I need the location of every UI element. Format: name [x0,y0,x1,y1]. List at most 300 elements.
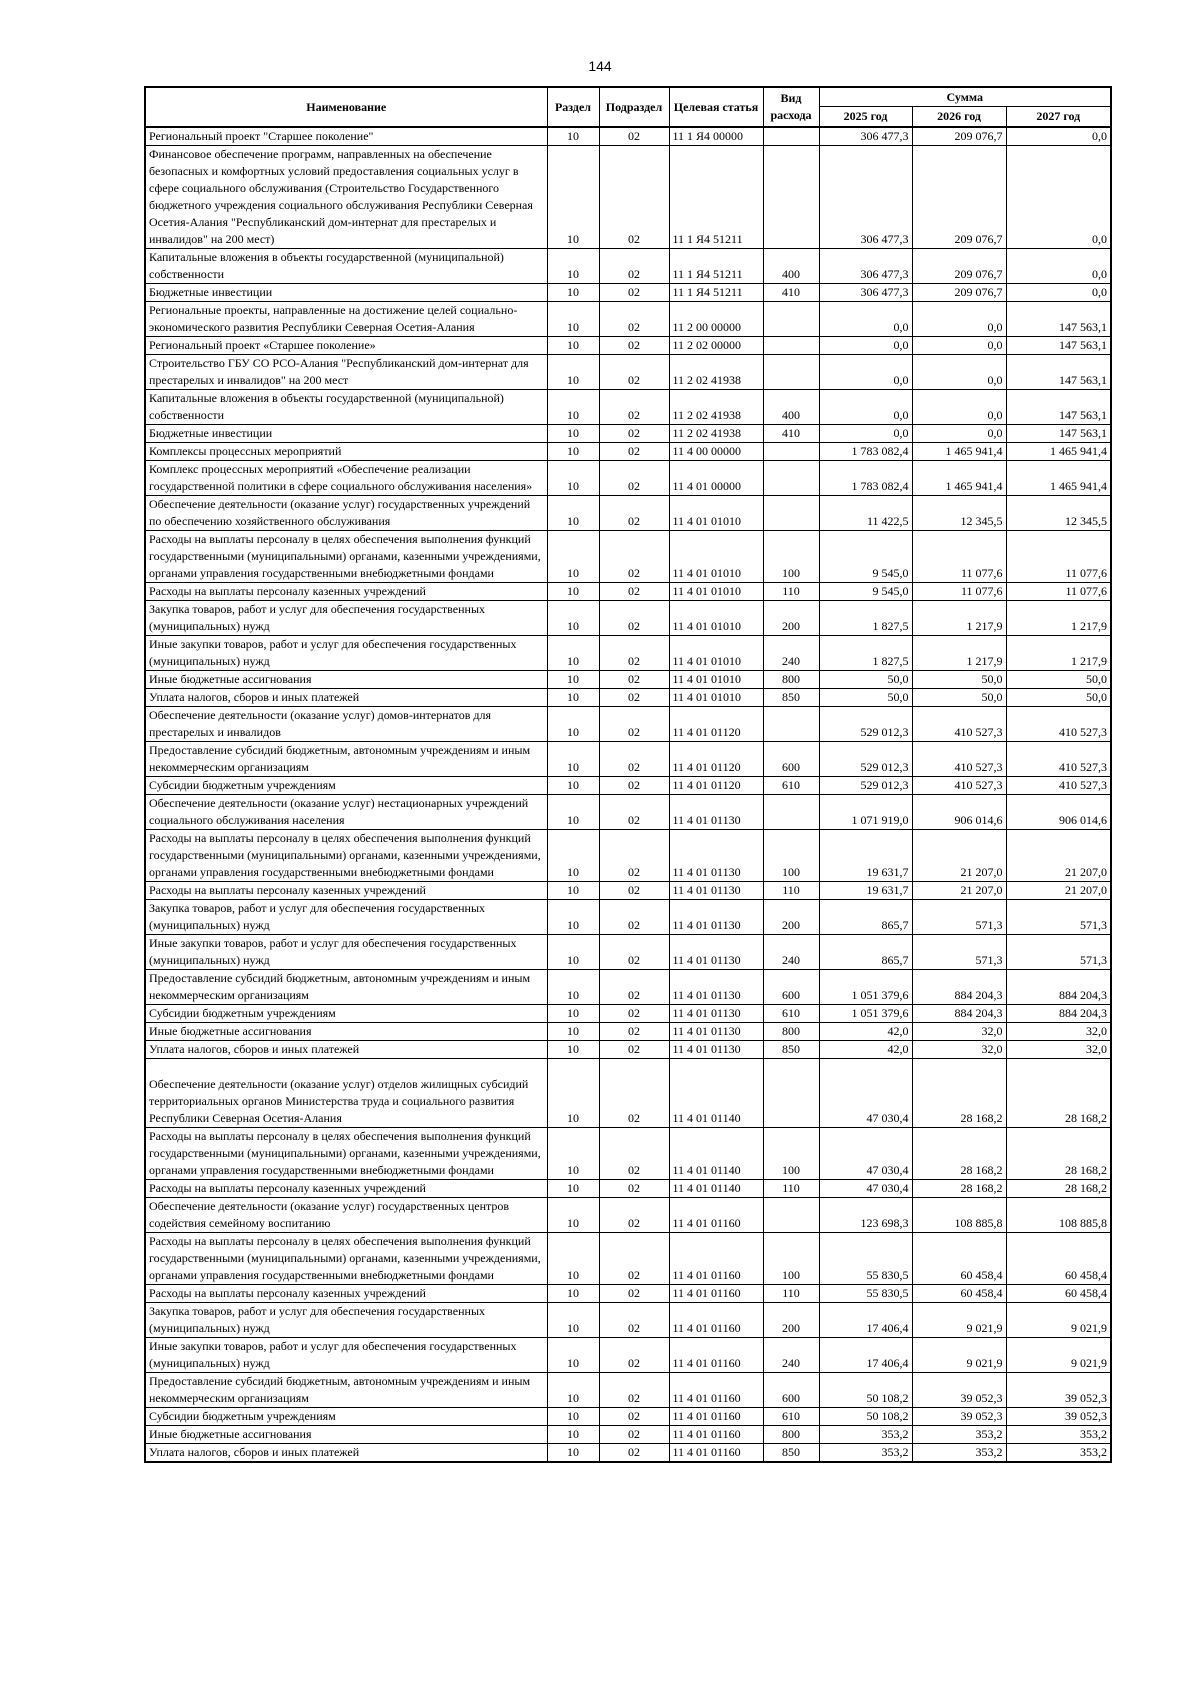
row-sum-2025: 0,0 [819,302,912,337]
budget-table [144,86,1112,1463]
row-sum-2026: 0,0 [912,302,1006,337]
row-celevaya-statya: 11 4 01 01140 [669,1180,763,1198]
row-podrazdel: 02 [599,390,669,425]
row-celevaya-statya: 11 4 01 01130 [669,970,763,1005]
table-row [145,1180,1111,1198]
row-razdel: 10 [547,601,599,636]
row-vid-rashoda: 200 [763,1303,819,1338]
row-vid-rashoda: 240 [763,935,819,970]
row-vid-rashoda: 600 [763,742,819,777]
row-name: Закупка товаров, работ и услуг для обеспечения государственных (муниципальных) нужд [145,601,547,636]
table-row [145,777,1111,795]
row-sum-2027: 571,3 [1006,900,1111,935]
row-celevaya-statya: 11 4 01 01010 [669,636,763,671]
row-sum-2027: 11 077,6 [1006,583,1111,601]
row-sum-2026: 1 217,9 [912,636,1006,671]
row-sum-2025: 42,0 [819,1041,912,1059]
row-vid-rashoda: 110 [763,1180,819,1198]
table-row [145,1444,1111,1463]
row-razdel: 10 [547,1198,599,1233]
table-row [145,1408,1111,1426]
row-sum-2025: 0,0 [819,425,912,443]
table-row [145,146,1111,249]
row-sum-2026: 28 168,2 [912,1128,1006,1180]
row-podrazdel: 02 [599,496,669,531]
row-razdel: 10 [547,531,599,583]
row-podrazdel: 02 [599,777,669,795]
row-name: Бюджетные инвестиции [145,284,547,302]
row-sum-2027: 1 465 941,4 [1006,443,1111,461]
row-sum-2026: 21 207,0 [912,830,1006,882]
row-sum-2025: 11 422,5 [819,496,912,531]
row-sum-2027: 147 563,1 [1006,425,1111,443]
row-sum-2025: 47 030,4 [819,1059,912,1128]
row-sum-2026: 28 168,2 [912,1059,1006,1128]
row-name: Закупка товаров, работ и услуг для обеспечения государственных (муниципальных) нужд [145,1303,547,1338]
row-podrazdel: 02 [599,689,669,707]
row-vid-rashoda: 100 [763,830,819,882]
row-razdel: 10 [547,443,599,461]
row-sum-2026: 1 465 941,4 [912,443,1006,461]
row-celevaya-statya: 11 4 01 01120 [669,742,763,777]
table-row [145,1303,1111,1338]
row-vid-rashoda [763,355,819,390]
row-podrazdel: 02 [599,900,669,935]
row-celevaya-statya: 11 2 02 00000 [669,337,763,355]
row-sum-2025: 47 030,4 [819,1180,912,1198]
row-vid-rashoda [763,337,819,355]
row-sum-2027: 571,3 [1006,935,1111,970]
row-sum-2025: 55 830,5 [819,1285,912,1303]
row-vid-rashoda: 100 [763,1233,819,1285]
row-sum-2026: 0,0 [912,355,1006,390]
row-razdel: 10 [547,671,599,689]
row-podrazdel: 02 [599,531,669,583]
table-body [145,127,1111,1462]
row-vid-rashoda: 240 [763,1338,819,1373]
header-year-2025: 2025 год [819,107,912,128]
row-sum-2025: 50,0 [819,689,912,707]
row-razdel: 10 [547,742,599,777]
row-sum-2025: 1 051 379,6 [819,970,912,1005]
row-sum-2027: 60 458,4 [1006,1285,1111,1303]
row-podrazdel: 02 [599,1338,669,1373]
row-podrazdel: 02 [599,601,669,636]
row-podrazdel: 02 [599,1059,669,1128]
header-summa: Сумма [819,87,1111,107]
row-vid-rashoda: 800 [763,1426,819,1444]
row-vid-rashoda [763,1059,819,1128]
row-sum-2027: 353,2 [1006,1444,1111,1463]
row-sum-2025: 1 071 919,0 [819,795,912,830]
row-vid-rashoda: 850 [763,1444,819,1463]
row-sum-2027: 32,0 [1006,1023,1111,1041]
row-name: Региональные проекты, направленные на достижение целей социально-экономического развития Республики Северная Осетия-Алания [145,302,547,337]
row-sum-2027: 410 527,3 [1006,742,1111,777]
row-name: Иные закупки товаров, работ и услуг для обеспечения государственных (муниципальных) нужд [145,636,547,671]
row-sum-2025: 9 545,0 [819,531,912,583]
row-podrazdel: 02 [599,1426,669,1444]
row-podrazdel: 02 [599,795,669,830]
row-podrazdel: 02 [599,742,669,777]
row-name: Предоставление субсидий бюджетным, автономным учреждениям и иным некоммерческим организациям [145,1373,547,1408]
row-celevaya-statya: 11 4 01 01160 [669,1373,763,1408]
row-celevaya-statya: 11 2 02 41938 [669,425,763,443]
row-vid-rashoda [763,146,819,249]
row-sum-2025: 1 783 082,4 [819,443,912,461]
row-name: Закупка товаров, работ и услуг для обеспечения государственных (муниципальных) нужд [145,900,547,935]
row-sum-2027: 147 563,1 [1006,355,1111,390]
row-razdel: 10 [547,337,599,355]
row-vid-rashoda: 200 [763,601,819,636]
row-name: Расходы на выплаты персоналу казенных учреждений [145,583,547,601]
row-vid-rashoda: 400 [763,390,819,425]
row-razdel: 10 [547,1285,599,1303]
table-header [145,87,1111,127]
row-sum-2027: 28 168,2 [1006,1059,1111,1128]
row-name: Обеспечение деятельности (оказание услуг) государственных центров содействия семейному воспитанию [145,1198,547,1233]
row-razdel: 10 [547,1128,599,1180]
row-podrazdel: 02 [599,443,669,461]
row-celevaya-statya: 11 4 01 01160 [669,1198,763,1233]
row-sum-2026: 353,2 [912,1426,1006,1444]
row-podrazdel: 02 [599,337,669,355]
row-name: Региональный проект «Старшее поколение» [145,337,547,355]
row-vid-rashoda [763,443,819,461]
row-razdel: 10 [547,1303,599,1338]
row-sum-2026: 39 052,3 [912,1408,1006,1426]
row-sum-2026: 0,0 [912,425,1006,443]
row-podrazdel: 02 [599,1041,669,1059]
table-row [145,795,1111,830]
row-razdel: 10 [547,355,599,390]
table-row [145,601,1111,636]
row-sum-2026: 571,3 [912,900,1006,935]
row-sum-2026: 884 204,3 [912,970,1006,1005]
table-row [145,425,1111,443]
row-podrazdel: 02 [599,1373,669,1408]
row-podrazdel: 02 [599,1408,669,1426]
row-vid-rashoda: 610 [763,1408,819,1426]
row-sum-2027: 0,0 [1006,249,1111,284]
row-razdel: 10 [547,127,599,146]
row-celevaya-statya: 11 1 Я4 51211 [669,249,763,284]
row-sum-2026: 209 076,7 [912,249,1006,284]
header-name: Наименование [145,87,547,127]
row-vid-rashoda [763,795,819,830]
row-podrazdel: 02 [599,583,669,601]
row-sum-2026: 21 207,0 [912,882,1006,900]
table-row [145,900,1111,935]
row-razdel: 10 [547,636,599,671]
row-vid-rashoda: 110 [763,583,819,601]
table-row [145,337,1111,355]
row-vid-rashoda: 410 [763,284,819,302]
row-razdel: 10 [547,1373,599,1408]
row-sum-2026: 906 014,6 [912,795,1006,830]
row-sum-2027: 108 885,8 [1006,1198,1111,1233]
row-sum-2026: 50,0 [912,671,1006,689]
row-sum-2027: 147 563,1 [1006,390,1111,425]
table-row [145,689,1111,707]
row-vid-rashoda: 850 [763,1041,819,1059]
row-razdel: 10 [547,1338,599,1373]
row-podrazdel: 02 [599,1128,669,1180]
row-vid-rashoda: 610 [763,777,819,795]
row-sum-2026: 410 527,3 [912,707,1006,742]
row-name: Расходы на выплаты персоналу казенных учреждений [145,1180,547,1198]
row-sum-2027: 884 204,3 [1006,970,1111,1005]
row-razdel: 10 [547,496,599,531]
row-podrazdel: 02 [599,830,669,882]
row-razdel: 10 [547,1444,599,1463]
row-name: Субсидии бюджетным учреждениям [145,777,547,795]
row-celevaya-statya: 11 4 01 01140 [669,1059,763,1128]
row-podrazdel: 02 [599,1023,669,1041]
row-name: Расходы на выплаты персоналу в целях обеспечения выполнения функций государственными (муниципальными) органами, казенными учреждениями, органами управления государственными внебюджетными фондами [145,1233,547,1285]
row-name: Расходы на выплаты персоналу в целях обеспечения выполнения функций государственными (муниципальными) органами, казенными учреждениями, органами управления государственными внебюджетными фондами [145,1128,547,1180]
row-sum-2026: 60 458,4 [912,1233,1006,1285]
row-name: Бюджетные инвестиции [145,425,547,443]
table-row [145,882,1111,900]
row-celevaya-statya: 11 4 01 01130 [669,1023,763,1041]
row-celevaya-statya: 11 4 01 01010 [669,496,763,531]
row-sum-2026: 11 077,6 [912,531,1006,583]
row-sum-2026: 0,0 [912,390,1006,425]
row-sum-2025: 17 406,4 [819,1338,912,1373]
row-podrazdel: 02 [599,461,669,496]
row-razdel: 10 [547,1005,599,1023]
row-vid-rashoda: 600 [763,970,819,1005]
row-sum-2025: 529 012,3 [819,707,912,742]
row-podrazdel: 02 [599,671,669,689]
row-sum-2027: 884 204,3 [1006,1005,1111,1023]
row-celevaya-statya: 11 4 01 01160 [669,1408,763,1426]
row-podrazdel: 02 [599,1005,669,1023]
row-sum-2027: 60 458,4 [1006,1233,1111,1285]
table-row [145,671,1111,689]
row-podrazdel: 02 [599,1303,669,1338]
row-celevaya-statya: 11 4 01 01130 [669,830,763,882]
row-vid-rashoda: 110 [763,882,819,900]
row-sum-2025: 50 108,2 [819,1408,912,1426]
row-vid-rashoda [763,127,819,146]
row-sum-2025: 306 477,3 [819,249,912,284]
table-row [145,1233,1111,1285]
row-sum-2026: 9 021,9 [912,1303,1006,1338]
row-sum-2025: 0,0 [819,337,912,355]
table-row [145,707,1111,742]
row-sum-2025: 529 012,3 [819,777,912,795]
row-vid-rashoda: 200 [763,900,819,935]
row-name: Уплата налогов, сборов и иных платежей [145,689,547,707]
row-razdel: 10 [547,390,599,425]
row-razdel: 10 [547,249,599,284]
row-podrazdel: 02 [599,636,669,671]
row-sum-2025: 17 406,4 [819,1303,912,1338]
header-podrazdel: Подраздел [599,87,669,127]
row-razdel: 10 [547,461,599,496]
table-row [145,284,1111,302]
row-celevaya-statya: 11 4 01 01010 [669,671,763,689]
row-name: Обеспечение деятельности (оказание услуг) отделов жилищных субсидий территориальных органов Министерства труда и социального развития Республики Северная Осетия-Алания [145,1059,547,1128]
row-sum-2027: 0,0 [1006,127,1111,146]
row-name: Обеспечение деятельности (оказание услуг) государственных учреждений по обеспечению хозяйственного обслуживания [145,496,547,531]
row-sum-2026: 410 527,3 [912,777,1006,795]
table-row [145,583,1111,601]
table-row [145,302,1111,337]
row-podrazdel: 02 [599,146,669,249]
row-sum-2026: 209 076,7 [912,146,1006,249]
row-celevaya-statya: 11 4 01 01130 [669,1005,763,1023]
row-vid-rashoda [763,707,819,742]
row-podrazdel: 02 [599,425,669,443]
row-razdel: 10 [547,1408,599,1426]
row-vid-rashoda [763,496,819,531]
row-razdel: 10 [547,425,599,443]
row-sum-2026: 571,3 [912,935,1006,970]
row-sum-2027: 0,0 [1006,284,1111,302]
row-sum-2025: 0,0 [819,390,912,425]
row-razdel: 10 [547,1041,599,1059]
row-razdel: 10 [547,284,599,302]
row-vid-rashoda: 610 [763,1005,819,1023]
row-razdel: 10 [547,1023,599,1041]
row-celevaya-statya: 11 4 01 01130 [669,795,763,830]
row-sum-2025: 1 827,5 [819,601,912,636]
row-sum-2027: 39 052,3 [1006,1373,1111,1408]
row-name: Региональный проект "Старшее поколение" [145,127,547,146]
row-name: Финансовое обеспечение программ, направленных на обеспечение безопасных и комфортных условий предоставления социальных услуг в сфере социального обслуживания (Строительство Государственного бюджетного учреждения социального обслуживания Республики Северная Осетия-Алания "Республиканский дом-интернат для престарелых и инвалидов" на 200 мест) [145,146,547,249]
row-sum-2027: 28 168,2 [1006,1128,1111,1180]
table-row [145,496,1111,531]
table-row [145,1426,1111,1444]
row-vid-rashoda: 800 [763,671,819,689]
row-podrazdel: 02 [599,707,669,742]
table-row [145,636,1111,671]
row-sum-2027: 147 563,1 [1006,302,1111,337]
table-row [145,1338,1111,1373]
row-celevaya-statya: 11 4 01 01160 [669,1444,763,1463]
table-row [145,935,1111,970]
row-podrazdel: 02 [599,1180,669,1198]
row-sum-2026: 884 204,3 [912,1005,1006,1023]
row-sum-2027: 410 527,3 [1006,707,1111,742]
row-celevaya-statya: 11 4 01 00000 [669,461,763,496]
row-sum-2026: 50,0 [912,689,1006,707]
row-razdel: 10 [547,970,599,1005]
row-razdel: 10 [547,1059,599,1128]
row-podrazdel: 02 [599,1285,669,1303]
row-sum-2026: 1 217,9 [912,601,1006,636]
row-sum-2025: 353,2 [819,1444,912,1463]
row-celevaya-statya: 11 4 01 01160 [669,1338,763,1373]
row-podrazdel: 02 [599,970,669,1005]
row-vid-rashoda: 410 [763,425,819,443]
row-sum-2025: 1 783 082,4 [819,461,912,496]
row-razdel: 10 [547,795,599,830]
row-sum-2025: 19 631,7 [819,882,912,900]
row-sum-2027: 1 217,9 [1006,601,1111,636]
row-razdel: 10 [547,1180,599,1198]
row-podrazdel: 02 [599,355,669,390]
row-celevaya-statya: 11 4 00 00000 [669,443,763,461]
header-celevaya-statya: Целевая статья [669,87,763,127]
row-name: Обеспечение деятельности (оказание услуг) нестационарных учреждений социального обслуживания населения [145,795,547,830]
row-celevaya-statya: 11 4 01 01140 [669,1128,763,1180]
row-name: Субсидии бюджетным учреждениям [145,1005,547,1023]
row-vid-rashoda [763,302,819,337]
row-name: Расходы на выплаты персоналу в целях обеспечения выполнения функций государственными (муниципальными) органами, казенными учреждениями, органами управления государственными внебюджетными фондами [145,531,547,583]
row-podrazdel: 02 [599,935,669,970]
row-name: Строительство ГБУ СО РСО-Алания "Республиканский дом-интернат для престарелых и инвалидов" на 200 мест [145,355,547,390]
row-sum-2025: 50 108,2 [819,1373,912,1408]
row-razdel: 10 [547,146,599,249]
row-sum-2026: 11 077,6 [912,583,1006,601]
table-row [145,249,1111,284]
row-celevaya-statya: 11 2 00 00000 [669,302,763,337]
row-podrazdel: 02 [599,1198,669,1233]
row-vid-rashoda: 600 [763,1373,819,1408]
row-sum-2026: 209 076,7 [912,127,1006,146]
row-sum-2026: 0,0 [912,337,1006,355]
row-sum-2027: 147 563,1 [1006,337,1111,355]
row-sum-2026: 353,2 [912,1444,1006,1463]
row-sum-2027: 353,2 [1006,1426,1111,1444]
table-row [145,970,1111,1005]
row-sum-2025: 9 545,0 [819,583,912,601]
row-razdel: 10 [547,1233,599,1285]
row-name: Расходы на выплаты персоналу казенных учреждений [145,882,547,900]
row-razdel: 10 [547,882,599,900]
row-sum-2026: 9 021,9 [912,1338,1006,1373]
table-row [145,1285,1111,1303]
row-sum-2027: 21 207,0 [1006,830,1111,882]
row-celevaya-statya: 11 4 01 01010 [669,689,763,707]
row-sum-2027: 0,0 [1006,146,1111,249]
row-razdel: 10 [547,707,599,742]
row-sum-2027: 1 217,9 [1006,636,1111,671]
row-razdel: 10 [547,900,599,935]
row-vid-rashoda: 110 [763,1285,819,1303]
row-celevaya-statya: 11 4 01 01010 [669,601,763,636]
row-sum-2027: 28 168,2 [1006,1180,1111,1198]
row-sum-2025: 42,0 [819,1023,912,1041]
row-razdel: 10 [547,935,599,970]
row-name: Предоставление субсидий бюджетным, автономным учреждениям и иным некоммерческим организациям [145,742,547,777]
row-sum-2027: 50,0 [1006,689,1111,707]
row-sum-2025: 50,0 [819,671,912,689]
table-row [145,461,1111,496]
row-sum-2027: 1 465 941,4 [1006,461,1111,496]
row-sum-2027: 410 527,3 [1006,777,1111,795]
header-vid-rashoda: Вид расхода [763,87,819,127]
row-name: Предоставление субсидий бюджетным, автономным учреждениям и иным некоммерческим организациям [145,970,547,1005]
row-sum-2026: 209 076,7 [912,284,1006,302]
row-podrazdel: 02 [599,127,669,146]
table-row [145,830,1111,882]
table-row [145,1023,1111,1041]
row-celevaya-statya: 11 4 01 01160 [669,1303,763,1338]
row-sum-2025: 0,0 [819,355,912,390]
row-podrazdel: 02 [599,1233,669,1285]
row-sum-2027: 906 014,6 [1006,795,1111,830]
row-vid-rashoda [763,1198,819,1233]
row-podrazdel: 02 [599,302,669,337]
row-celevaya-statya: 11 4 01 01160 [669,1285,763,1303]
row-podrazdel: 02 [599,249,669,284]
row-celevaya-statya: 11 4 01 01130 [669,935,763,970]
